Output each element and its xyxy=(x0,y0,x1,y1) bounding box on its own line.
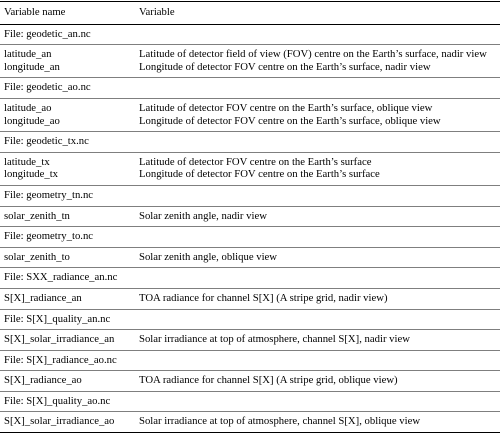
file-row xyxy=(0,132,500,153)
variable-row xyxy=(0,288,500,309)
variable-description: Longitude of detector FOV centre on the Earth’s surface, oblique view xyxy=(139,114,441,127)
variable-name-cell xyxy=(0,371,135,392)
variable-description: TOA radiance for channel S[X] (A stripe grid, oblique view) xyxy=(139,374,398,387)
header-row xyxy=(0,2,500,25)
variable-row xyxy=(0,152,500,185)
file-name: File: geodetic_an.nc xyxy=(0,24,500,45)
header-variable: Variable xyxy=(135,2,500,25)
variable-description: Longitude of detector FOV centre on the Earth’s surface xyxy=(139,168,380,181)
variable-name: latitude_ao xyxy=(4,101,52,114)
variables-table xyxy=(0,1,500,433)
variable-description: Latitude of detector FOV centre on the Earth’s surface, oblique view xyxy=(139,101,433,114)
variable-name: longitude_ao xyxy=(4,114,60,127)
variable-description: Latitude of detector FOV centre on the Earth’s surface xyxy=(139,155,372,168)
file-row xyxy=(0,268,500,289)
variable-description: Solar zenith angle, oblique view xyxy=(139,250,278,263)
variable-description-cell xyxy=(135,98,500,131)
variable-name: S[X]_radiance_an xyxy=(4,291,82,304)
file-row xyxy=(0,185,500,206)
variable-description: TOA radiance for channel S[X] (A stripe grid, nadir view) xyxy=(139,291,388,304)
variable-description: Solar irradiance at top of atmosphere, channel S[X], oblique view xyxy=(139,415,421,428)
file-row xyxy=(0,309,500,330)
file-row xyxy=(0,227,500,248)
variable-description-cell xyxy=(135,288,500,309)
variable-description: Longitude of detector FOV centre on the Earth’s surface, nadir view xyxy=(139,60,431,73)
table-body xyxy=(0,24,500,432)
header-variable-name: Variable name xyxy=(0,2,135,25)
file-row xyxy=(0,24,500,45)
variable-name-cell xyxy=(0,247,135,268)
variable-description-cell xyxy=(135,371,500,392)
variable-row xyxy=(0,371,500,392)
variable-name: longitude_an xyxy=(4,60,60,73)
variable-name: latitude_an xyxy=(4,48,52,61)
variable-row xyxy=(0,412,500,433)
variable-description-cell xyxy=(135,330,500,351)
variable-description-cell xyxy=(135,412,500,433)
variable-description: Solar irradiance at top of atmosphere, channel S[X], nadir view xyxy=(139,333,410,346)
file-row xyxy=(0,350,500,371)
variable-name-cell xyxy=(0,206,135,227)
variable-description-cell xyxy=(135,45,500,78)
variable-name: longitude_tx xyxy=(4,168,59,181)
variable-row xyxy=(0,206,500,227)
file-name: File: S[X]_radiance_ao.nc xyxy=(0,350,500,371)
file-row xyxy=(0,391,500,412)
file-row xyxy=(0,78,500,99)
variable-description-cell xyxy=(135,152,500,185)
file-name: File: geodetic_ao.nc xyxy=(0,78,500,99)
variable-name: latitude_tx xyxy=(4,155,50,168)
variable-row xyxy=(0,247,500,268)
variable-name-cell xyxy=(0,330,135,351)
variable-description: Solar zenith angle, nadir view xyxy=(139,209,267,222)
variable-name-cell xyxy=(0,152,135,185)
file-name: File: geodetic_tx.nc xyxy=(0,132,500,153)
variable-name-cell xyxy=(0,412,135,433)
variable-row xyxy=(0,330,500,351)
file-name: File: S[X]_quality_an.nc xyxy=(0,309,500,330)
variable-name: solar_zenith_to xyxy=(4,250,70,263)
variable-name-cell xyxy=(0,45,135,78)
variable-name-cell xyxy=(0,98,135,131)
variable-name: S[X]_radiance_ao xyxy=(4,374,82,387)
variable-description-cell xyxy=(135,247,500,268)
file-name: File: S[X]_quality_ao.nc xyxy=(0,391,500,412)
variable-name: S[X]_solar_irradiance_an xyxy=(4,333,115,346)
variable-name-cell xyxy=(0,288,135,309)
variable-description-cell xyxy=(135,206,500,227)
file-name: File: geometry_tn.nc xyxy=(0,185,500,206)
table-header xyxy=(0,2,500,25)
file-name: File: SXX_radiance_an.nc xyxy=(0,268,500,289)
variable-row xyxy=(0,98,500,131)
variable-name: S[X]_solar_irradiance_ao xyxy=(4,415,115,428)
variable-name: solar_zenith_tn xyxy=(4,209,70,222)
file-name: File: geometry_to.nc xyxy=(0,227,500,248)
variable-description: Latitude of detector field of view (FOV) centre on the Earth’s surface, nadir view xyxy=(139,48,487,61)
variable-row xyxy=(0,45,500,78)
